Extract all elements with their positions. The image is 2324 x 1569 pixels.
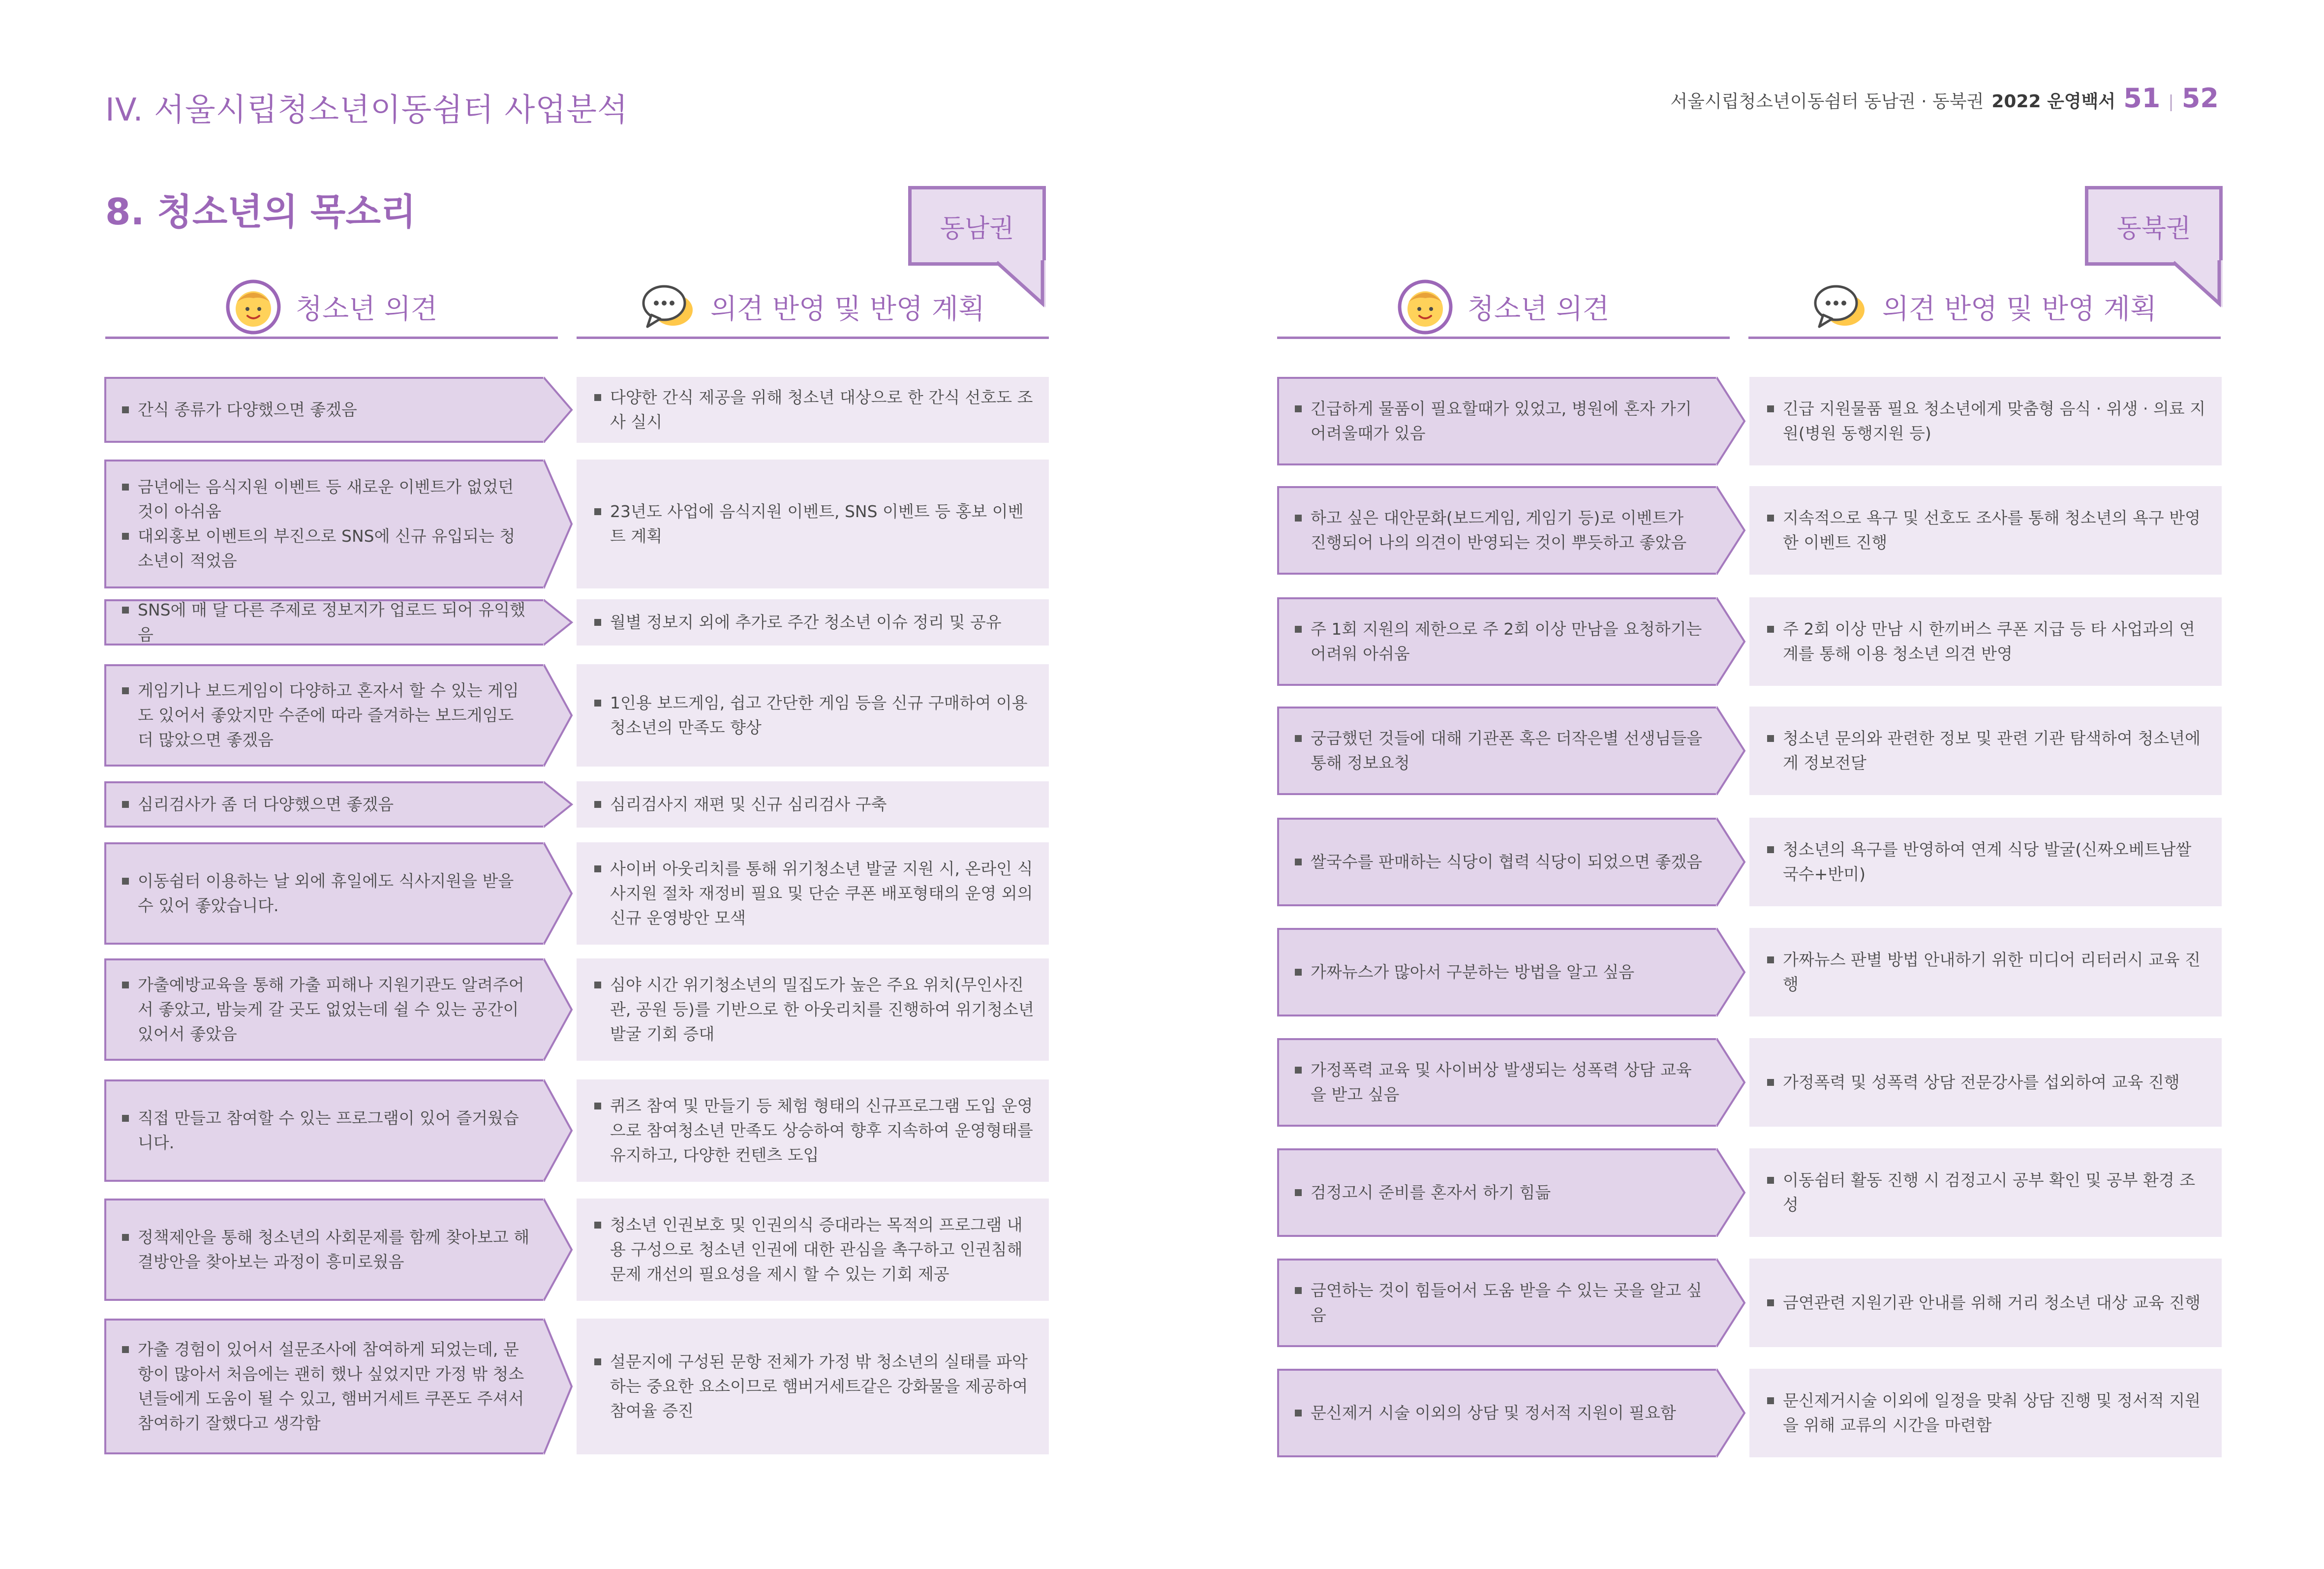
plan-box	[577, 460, 1049, 588]
region-label: 동북권	[2116, 214, 2191, 244]
plan-item	[1767, 397, 2207, 446]
opinion-item	[1295, 397, 1703, 446]
opinion-item-list	[1295, 1180, 1551, 1205]
opinion-item-list	[122, 475, 530, 573]
bullet-icon	[122, 982, 129, 988]
table-row	[1277, 1038, 2180, 1127]
plan-item-text: 청소년의 욕구를 반영하여 연계 식당 발굴(신짜오베트남쌀국수+반미)	[1783, 840, 2192, 884]
column-header-label: 청소년 의견	[295, 293, 438, 325]
column-header-plan	[577, 277, 1049, 339]
plan-item-text: 금연관련 지원기관 안내를 위해 거리 청소년 대상 교육 진행	[1783, 1293, 2201, 1312]
plan-item-list	[1767, 617, 2207, 666]
opinion-item	[122, 475, 530, 524]
table-row	[104, 599, 1002, 646]
plan-item-list	[594, 1213, 1034, 1287]
bullet-icon	[122, 533, 129, 540]
opinion-item-text: 이동쉼터 이용하는 날 외에 휴일에도 식사지원을 받을 수 있어 좋았습니다.	[138, 871, 514, 915]
plan-item-list	[1767, 948, 2207, 997]
opinion-item	[1295, 617, 1703, 666]
opinion-item-text: 대외홍보 이벤트의 부진으로 SNS에 신규 유입되는 청소년이 적었음	[138, 526, 516, 570]
opinion-item-text: SNS에 매 달 다른 주제로 정보지가 업로드 되어 유익했음	[138, 600, 526, 644]
opinion-item	[122, 598, 530, 647]
plan-item-text: 가정폭력 및 성폭력 상담 전문강사를 섭외하여 교육 진행	[1783, 1073, 2180, 1092]
plan-item-text: 주 2회 이상 만남 시 한끼버스 쿠폰 지급 등 타 사업과의 연계를 통해 이용 청소년 의견 반영	[1783, 619, 2195, 663]
opinion-box	[1277, 818, 1718, 906]
bullet-icon	[594, 508, 601, 515]
bullet-icon	[1295, 1410, 1302, 1416]
bullet-icon	[594, 619, 601, 626]
opinion-item	[122, 678, 530, 752]
bullet-icon	[594, 394, 601, 401]
plan-box	[1749, 1038, 2222, 1127]
opinion-box	[1277, 1369, 1718, 1457]
plan-item-text: 퀴즈 참여 및 만들기 등 체험 형태의 신규프로그램 도입 운영으로 참여청소년 만족도 상승하여 향후 지속하여 운영형태를 유지하고, 다양한 컨텐츠 도입	[610, 1096, 1033, 1165]
plan-box	[1749, 1148, 2222, 1237]
plan-item-text: 심야 시간 위기청소년의 밀집도가 높은 주요 위치(무인사진관, 공원 등)를 기반으로 한 아웃리치를 진행하여 위기청소년 발굴 기회 증대	[610, 975, 1034, 1044]
plan-item-list	[1767, 726, 2207, 775]
opinion-item-text: 쌀국수를 판매하는 식당이 협력 식당이 되었으면 좋겠음	[1311, 852, 1703, 871]
bullet-icon	[594, 865, 601, 872]
running-title: 서울시립청소년이동쉼터 동남권 · 동북권	[1670, 92, 1984, 112]
opinion-item-list	[1295, 850, 1702, 874]
opinion-box	[1277, 597, 1718, 686]
bullet-icon	[1295, 405, 1302, 412]
bullet-icon	[1767, 515, 1774, 522]
bullet-icon	[1767, 405, 1774, 412]
bullet-icon	[122, 1346, 129, 1353]
opinion-box	[1277, 486, 1718, 575]
bullet-icon	[1295, 1287, 1302, 1294]
plan-box	[1749, 597, 2222, 686]
opinion-item-text: 가출 경험이 있어서 설문조사에 참여하게 되었는데, 문항이 많아서 처음에는 괜히 했나 싶었지만 가정 밖 청소년들에게 도움이 될 수 있고, 햄버거세트 쿠폰도 주셔서 참여하기 잘했다고 생각함	[138, 1340, 524, 1433]
arrow-right-icon	[1716, 707, 1747, 795]
opinion-box	[104, 377, 545, 443]
plan-box	[577, 599, 1049, 646]
arrow-right-icon	[543, 1199, 575, 1301]
plan-item	[1767, 948, 2207, 997]
plan-item	[1767, 1070, 2180, 1095]
plan-box	[577, 377, 1049, 443]
opinion-item-text: 직접 만들고 참여할 수 있는 프로그램이 있어 즐거웠습니다.	[138, 1108, 519, 1152]
opinion-box	[104, 842, 545, 945]
plan-item	[594, 973, 1034, 1046]
opinion-item-list	[1295, 726, 1703, 775]
plan-item-text: 1인용 보드게임, 쉽고 간단한 게임 등을 신규 구매하여 이용 청소년의 만족도 향상	[610, 693, 1028, 737]
bullet-icon	[1767, 1079, 1774, 1086]
opinion-item-text: 가짜뉴스가 많아서 구분하는 방법을 알고 싶음	[1311, 962, 1635, 982]
plan-item	[594, 1350, 1034, 1423]
bullet-icon	[122, 607, 129, 614]
plan-box	[577, 1319, 1049, 1454]
opinion-box	[1277, 1259, 1718, 1347]
plan-box	[1749, 1259, 2222, 1347]
plan-item-list	[594, 385, 1034, 434]
plan-box	[1749, 928, 2222, 1016]
plan-item-list	[594, 691, 1034, 740]
table-row	[1277, 1259, 2201, 1347]
plan-box	[577, 1199, 1049, 1301]
arrow-right-icon	[543, 599, 575, 646]
opinion-item	[122, 869, 530, 918]
plan-item-text: 이동쉼터 활동 진행 시 검정고시 공부 확인 및 공부 환경 조성	[1783, 1170, 2196, 1214]
arrow-right-icon	[1716, 1148, 1747, 1237]
plan-item	[594, 857, 1034, 930]
table-row	[104, 781, 887, 828]
bullet-icon	[594, 801, 601, 808]
table-row	[104, 664, 1028, 767]
opinion-box	[104, 1199, 545, 1301]
running-title-bold: 2022 운영백서	[1991, 92, 2116, 112]
bullet-icon	[594, 1222, 601, 1229]
table-row	[1277, 377, 2206, 465]
speech-bubbles-icon	[1812, 279, 1867, 335]
plan-box	[577, 958, 1049, 1061]
bullet-icon	[594, 982, 601, 988]
plan-item-text: 설문지에 구성된 문항 전체가 가정 밖 청소년의 실태를 파악하는 중요한 요소이므로 햄버거세트같은 강화물을 제공하여 참여율 증진	[610, 1352, 1028, 1420]
table-row	[1277, 597, 2195, 686]
table-row	[104, 1079, 1033, 1182]
plan-item	[1767, 837, 2207, 887]
opinion-box	[104, 781, 545, 828]
opinion-item-text: 금연하는 것이 힘들어서 도움 받을 수 있는 곳을 알고 싶음	[1311, 1281, 1702, 1324]
opinion-item	[1295, 1401, 1676, 1425]
column-header-opinion	[1277, 277, 1730, 339]
smiling-face-icon	[226, 279, 281, 335]
bullet-icon	[122, 687, 129, 694]
arrow-right-icon	[1716, 597, 1747, 686]
opinion-item-text: 정책제안을 통해 청소년의 사회문제를 함께 찾아보고 해결방안을 찾아보는 과정이 흥미로웠음	[138, 1228, 530, 1271]
opinion-box	[104, 1079, 545, 1182]
plan-item-text: 가짜뉴스 판별 방법 안내하기 위한 미디어 리터러시 교육 진행	[1783, 950, 2201, 994]
plan-item	[594, 499, 1034, 549]
column-header-label: 청소년 의견	[1467, 293, 1610, 325]
plan-item-text: 청소년 문의와 관련한 정보 및 관련 기관 탐색하여 청소년에게 정보전달	[1783, 729, 2201, 772]
opinion-item-text: 주 1회 지원의 제한으로 주 2회 이상 만남을 요청하기는 어려워 아쉬움	[1311, 619, 1702, 663]
bullet-icon	[594, 1103, 601, 1109]
arrow-right-icon	[543, 842, 575, 945]
region-tag-southeast	[908, 186, 1046, 266]
table-row	[1277, 818, 2192, 906]
plan-item-text: 긴급 지원물품 필요 청소년에게 맞춤형 음식 · 위생 · 의료 지원(병원 동행지원 등)	[1783, 399, 2206, 443]
column-header-label: 의견 반영 및 반영 계획	[710, 293, 985, 325]
opinion-box	[1277, 1038, 1718, 1127]
opinion-item	[122, 973, 530, 1046]
page-number-right: 52	[2181, 83, 2219, 114]
plan-box	[1749, 707, 2222, 795]
opinion-item	[1295, 960, 1634, 984]
speech-bubbles-icon	[641, 279, 696, 335]
table-row	[104, 1199, 1023, 1301]
opinion-item-list	[122, 398, 357, 422]
bullet-icon	[1295, 515, 1302, 522]
arrow-right-icon	[1716, 1259, 1747, 1347]
bullet-icon	[122, 1234, 129, 1241]
opinion-item	[1295, 506, 1703, 555]
opinion-item-text: 금년에는 음식지원 이벤트 등 새로운 이벤트가 없었던 것이 아쉬움	[138, 477, 514, 521]
opinion-item-text: 가출예방교육을 통해 가출 피해나 지원기관도 알려주어서 좋았고, 밤늦게 갈 곳도 없었는데 쉴 수 있는 공간이 있어서 좋았음	[138, 975, 524, 1044]
bullet-icon	[1767, 1177, 1774, 1184]
bullet-icon	[1767, 1397, 1774, 1404]
bullet-icon	[1767, 626, 1774, 633]
opinion-item	[122, 792, 394, 817]
opinion-item-list	[122, 792, 394, 817]
table-row	[1277, 928, 2201, 1016]
opinion-item-list	[1295, 1278, 1703, 1327]
opinion-item-list	[122, 598, 530, 647]
bullet-icon	[1295, 626, 1302, 633]
opinion-item-list	[122, 869, 530, 918]
opinion-item-text: 궁금했던 것들에 대해 기관폰 혹은 더작은별 선생님들을 통해 정보요청	[1311, 729, 1703, 772]
opinion-item-text: 게임기나 보드게임이 다양하고 혼자서 할 수 있는 게임도 있어서 좋았지만 수준에 따라 즐겨하는 보드게임도 더 많았으면 좋겠음	[138, 681, 519, 749]
bullet-icon	[122, 878, 129, 885]
arrow-right-icon	[1716, 377, 1747, 465]
column-header-opinion	[105, 277, 558, 339]
opinion-box	[1277, 707, 1718, 795]
bullet-icon	[122, 406, 129, 413]
plan-item-list	[594, 1350, 1034, 1423]
plan-item-list	[1767, 1070, 2180, 1095]
opinion-item-list	[1295, 1058, 1703, 1107]
plan-item-list	[1767, 1168, 2207, 1217]
arrow-right-icon	[1716, 1369, 1747, 1457]
opinion-item-list	[122, 1337, 530, 1436]
arrow-right-icon	[543, 1319, 575, 1454]
table-row	[1277, 1369, 2201, 1457]
bullet-icon	[594, 700, 601, 707]
plan-item-list	[594, 610, 1002, 635]
arrow-right-icon	[1716, 1038, 1747, 1127]
bullet-icon	[1767, 735, 1774, 742]
opinion-item-list	[122, 678, 530, 752]
opinion-item	[122, 1106, 530, 1155]
opinion-item-list	[1295, 960, 1634, 984]
plan-item	[594, 792, 887, 817]
arrow-right-icon	[1716, 818, 1747, 906]
plan-item-list	[594, 499, 1034, 549]
opinion-item-text: 가정폭력 교육 및 사이버상 발생되는 성폭력 상담 교육을 받고 싶음	[1311, 1060, 1692, 1104]
plan-item-text: 월별 정보지 외에 추가로 주간 청소년 이슈 정리 및 공유	[610, 613, 1002, 632]
table-row	[104, 377, 1033, 443]
table-row	[1277, 707, 2201, 795]
opinion-item-list	[1295, 1401, 1676, 1425]
opinion-item	[122, 398, 357, 422]
opinion-item	[1295, 1278, 1703, 1327]
running-header	[1670, 83, 2219, 114]
plan-item	[1767, 506, 2207, 555]
plan-box	[1749, 1369, 2222, 1457]
bullet-icon	[1295, 859, 1302, 865]
plan-item	[1767, 617, 2207, 666]
plan-item-text: 다양한 간식 제공을 위해 청소년 대상으로 한 간식 선호도 조사 실시	[610, 388, 1033, 431]
plan-item	[1767, 726, 2207, 775]
plan-item	[1767, 1388, 2207, 1438]
plan-item-list	[594, 973, 1034, 1046]
plan-item-list	[594, 792, 887, 817]
opinion-item-text: 검정고시 준비를 혼자서 하기 힘듦	[1311, 1183, 1551, 1202]
arrow-right-icon	[543, 958, 575, 1061]
bullet-icon	[1767, 956, 1774, 963]
arrow-right-icon	[543, 664, 575, 767]
column-header-label: 의견 반영 및 반영 계획	[1882, 293, 2157, 325]
opinion-item-list	[1295, 397, 1703, 446]
plan-item	[594, 1213, 1034, 1287]
plan-box	[1749, 377, 2222, 465]
opinion-item	[1295, 1180, 1551, 1205]
opinion-item	[1295, 726, 1703, 775]
opinion-box	[1277, 928, 1718, 1016]
arrow-right-icon	[543, 781, 575, 828]
plan-item	[1767, 1291, 2201, 1315]
arrow-right-icon	[543, 460, 575, 588]
arrow-right-icon	[1716, 928, 1747, 1016]
bullet-icon	[1295, 1067, 1302, 1074]
plan-item	[594, 385, 1034, 434]
page-separator: |	[2168, 92, 2174, 112]
plan-item-text: 문신제거시술 이외에 일정을 맞춰 상담 진행 및 정서적 지원을 위해 교류의 시간을 마련함	[1783, 1391, 2201, 1435]
opinion-item-list	[1295, 506, 1703, 555]
plan-item-text: 심리검사지 재편 및 신규 심리검사 구축	[610, 795, 887, 814]
opinion-box	[1277, 377, 1718, 465]
opinion-item	[1295, 850, 1702, 874]
plan-item-list	[1767, 837, 2207, 887]
page-number-left: 51	[2123, 83, 2161, 114]
plan-item-list	[594, 1094, 1034, 1168]
opinion-item	[1295, 1058, 1703, 1107]
plan-item-text: 23년도 사업에 음식지원 이벤트, SNS 이벤트 등 홍보 이벤트 계획	[610, 502, 1024, 546]
section-title: 8. 청소년의 목소리	[105, 191, 416, 233]
opinion-item-list	[1295, 617, 1703, 666]
plan-item-list	[1767, 397, 2207, 446]
plan-item	[1767, 1168, 2207, 1217]
region-label: 동남권	[940, 214, 1014, 244]
opinion-item-text: 문신제거 시술 이외의 상담 및 정서적 지원이 필요함	[1311, 1403, 1676, 1422]
bullet-icon	[1767, 846, 1774, 853]
opinion-box	[104, 460, 545, 588]
chapter-title: IV. 서울시립청소년이동쉼터 사업분석	[105, 92, 628, 128]
plan-item-text: 지속적으로 욕구 및 선호도 조사를 통해 청소년의 욕구 반영한 이벤트 진행	[1783, 508, 2201, 552]
plan-item-list	[594, 857, 1034, 930]
arrow-right-icon	[543, 377, 575, 443]
bullet-icon	[1295, 735, 1302, 742]
table-row	[104, 842, 1033, 945]
plan-box	[1749, 486, 2222, 575]
plan-item-list	[1767, 1388, 2207, 1438]
plan-box	[577, 781, 1049, 828]
plan-item-text: 청소년 인권보호 및 인권의식 증대라는 목적의 프로그램 내용 구성으로 청소년 인권에 대한 관심을 촉구하고 인권침해 문제 개선의 필요성을 제시 할 수 있는 기회 제공	[610, 1215, 1023, 1284]
opinion-item-text: 긴급하게 물품이 필요할때가 있었고, 병원에 혼자 가기 어려울때가 있음	[1311, 399, 1692, 443]
opinion-box	[104, 1319, 545, 1454]
opinion-box	[104, 664, 545, 767]
table-row	[104, 460, 1024, 588]
plan-item	[594, 610, 1002, 635]
bullet-icon	[1295, 1189, 1302, 1196]
opinion-item-text: 간식 종류가 다양했으면 좋겠음	[138, 400, 357, 419]
opinion-item	[122, 1225, 530, 1274]
bullet-icon	[122, 801, 129, 808]
table-row	[1277, 486, 2201, 575]
opinion-item-text: 하고 싶은 대안문화(보드게임, 게임기 등)로 이벤트가 진행되어 나의 의견이 반영되는 것이 뿌듯하고 좋았음	[1311, 508, 1687, 552]
bullet-icon	[1295, 969, 1302, 976]
plan-item	[594, 1094, 1034, 1168]
plan-item-list	[1767, 1291, 2201, 1315]
column-header-plan	[1748, 277, 2221, 339]
bullet-icon	[1767, 1299, 1774, 1306]
region-tag-northeast	[2085, 186, 2223, 266]
arrow-right-icon	[1716, 486, 1747, 575]
opinion-box	[104, 599, 545, 646]
arrow-right-icon	[543, 1079, 575, 1182]
opinion-item-list	[122, 973, 530, 1046]
opinion-item	[122, 1337, 530, 1436]
plan-box	[1749, 818, 2222, 906]
opinion-item-text: 심리검사가 좀 더 다양했으면 좋겠음	[138, 795, 394, 814]
plan-item-text: 사이버 아웃리치를 통해 위기청소년 발굴 지원 시, 온라인 식사지원 절차 재정비 필요 및 단순 쿠폰 배포형태의 운영 외의 신규 운영방안 모색	[610, 859, 1033, 927]
plan-box	[577, 664, 1049, 767]
bullet-icon	[122, 484, 129, 491]
smiling-face-icon	[1398, 279, 1453, 335]
plan-item	[594, 691, 1034, 740]
plan-box	[577, 842, 1049, 945]
table-row	[104, 958, 1034, 1061]
plan-item-list	[1767, 506, 2207, 555]
opinion-item-list	[122, 1106, 530, 1155]
table-row	[104, 1319, 1028, 1454]
opinion-box	[104, 958, 545, 1061]
bullet-icon	[122, 1115, 129, 1122]
bullet-icon	[594, 1358, 601, 1365]
plan-box	[577, 1079, 1049, 1182]
opinion-box	[1277, 1148, 1718, 1237]
opinion-item-list	[122, 1225, 530, 1274]
opinion-item	[122, 524, 530, 573]
table-row	[1277, 1148, 2196, 1237]
